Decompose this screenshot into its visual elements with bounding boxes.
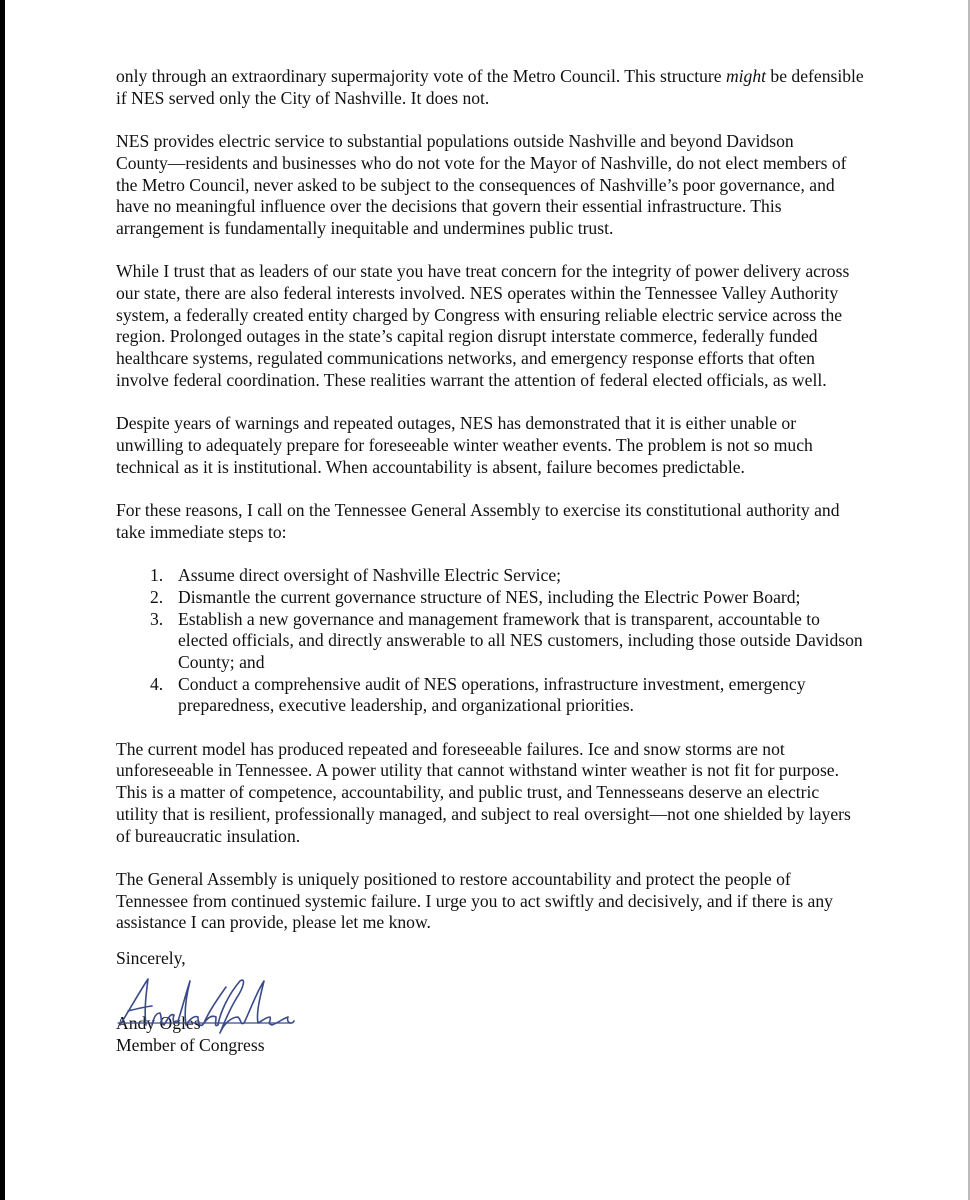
- paragraph: [116, 261, 876, 391]
- paragraphs-after-list: [116, 739, 876, 934]
- text-line: While I trust that as leaders of our state you have treat concern for the integrity of power delivery across: [116, 261, 850, 282]
- text-line: our state, there are also federal interests involved. NES operates within the Tennessee Valley Authority: [116, 283, 839, 303]
- text-line: Tennessee from continued systemic failure. I urge you to act swiftly and decisively, and if there is any: [116, 890, 833, 911]
- signer-title: Member of Congress: [116, 1035, 265, 1056]
- list-item: [116, 587, 876, 609]
- text-line: Conduct a comprehensive audit of NES operations, infrastructure investment, emergency: [178, 673, 806, 694]
- text-line: have no meaningful influence over the decisions that govern their essential infrastructure. This: [116, 196, 782, 217]
- paragraph: [116, 131, 876, 240]
- text-line: arrangement is fundamentally inequitable and undermines public trust.: [116, 217, 614, 238]
- text-line: the Metro Council, never asked to be subject to the consequences of Nashville’s poor governance, and: [116, 174, 835, 195]
- list-item: [116, 609, 876, 674]
- closing: Sincerely,: [116, 947, 186, 968]
- text-line: NES provides electric service to substantial populations outside Nashville and beyond Davidson: [116, 131, 794, 152]
- text-line: unwilling to adequately prepare for foreseeable winter weather events. The problem is not so much: [116, 434, 813, 455]
- text-line: Assume direct oversight of Nashville Electric Service;: [178, 565, 562, 586]
- paragraphs-before-list: [116, 131, 876, 543]
- text-line: [116, 66, 876, 88]
- list-number: 2.: [150, 586, 164, 607]
- text-line: utility that is resilient, professionally managed, and subject to real oversight—not one shielded by layers: [116, 803, 851, 824]
- text-line: unforeseeable in Tennessee. A power utility that cannot withstand winter weather is not fit for purpose.: [116, 760, 840, 781]
- text-line: system, a federally created entity charged by Congress with ensuring reliable electric service across the: [116, 304, 843, 325]
- text-line: Establish a new governance and management framework that is transparent, accountable to: [178, 608, 820, 629]
- italic-emphasis: might: [725, 66, 767, 86]
- list-item: [116, 565, 876, 587]
- text-line: County; and: [178, 651, 265, 672]
- recommendations-list: [116, 565, 876, 717]
- text-line: preparedness, executive leadership, and organizational priorities.: [178, 695, 634, 716]
- text-line: if NES served only the City of Nashville. It does not.: [116, 87, 490, 108]
- text-line: assistance I can provide, please let me know.: [116, 912, 431, 933]
- text-line: technical as it is institutional. When accountability is absent, failure becomes predictable.: [116, 456, 745, 477]
- signature: [116, 973, 876, 1035]
- list-item: [116, 674, 876, 717]
- signature-image: [116, 973, 306, 1035]
- text-line: elected officials, and directly answerable to all NES customers, including those outside Davidson: [178, 630, 863, 651]
- paragraph: [116, 869, 876, 934]
- paragraph: [116, 500, 876, 543]
- text-line: of bureaucratic insulation.: [116, 825, 301, 846]
- paragraph-governance: [116, 66, 876, 109]
- paragraph: [116, 739, 876, 848]
- text-line: The General Assembly is uniquely positioned to restore accountability and protect the people of: [116, 868, 791, 889]
- text-line: For these reasons, I call on the Tennessee General Assembly to exercise its constitutional authority and: [116, 500, 840, 520]
- text-line: Despite years of warnings and repeated outages, NES has demonstrated that it is either unable or: [116, 413, 797, 434]
- text-line: The current model has produced repeated and foreseeable failures. Ice and snow storms are not: [116, 738, 785, 759]
- paragraph: [116, 413, 876, 478]
- text-line: involve federal coordination. These realities warrant the attention of federal elected officials, as well.: [116, 369, 827, 390]
- list-number: 1.: [150, 565, 164, 586]
- letter-body: [116, 66, 876, 1057]
- text-segment: be defensible: [766, 66, 864, 86]
- text-line: take immediate steps to:: [116, 521, 287, 542]
- text-line: region. Prolonged outages in the state’s capital region disrupt interstate commerce, federally funded: [116, 326, 818, 347]
- text-segment: only through an extraordinary supermajority vote of the Metro Council. This structure: [116, 66, 726, 86]
- signer-name: Andy Ogles: [116, 1013, 201, 1034]
- text-line: County—residents and businesses who do not vote for the Mayor of Nashville, do not elect members of: [116, 152, 847, 173]
- list-number: 4.: [150, 673, 164, 694]
- text-line: Dismantle the current governance structure of NES, including the Electric Power Board;: [178, 586, 801, 607]
- left-border: [0, 0, 5, 1200]
- list-number: 3.: [150, 608, 164, 629]
- text-line: This is a matter of competence, accountability, and public trust, and Tennesseans deserve an electric: [116, 782, 820, 803]
- text-line: healthcare systems, regulated communications networks, and emergency response efforts that often: [116, 348, 815, 369]
